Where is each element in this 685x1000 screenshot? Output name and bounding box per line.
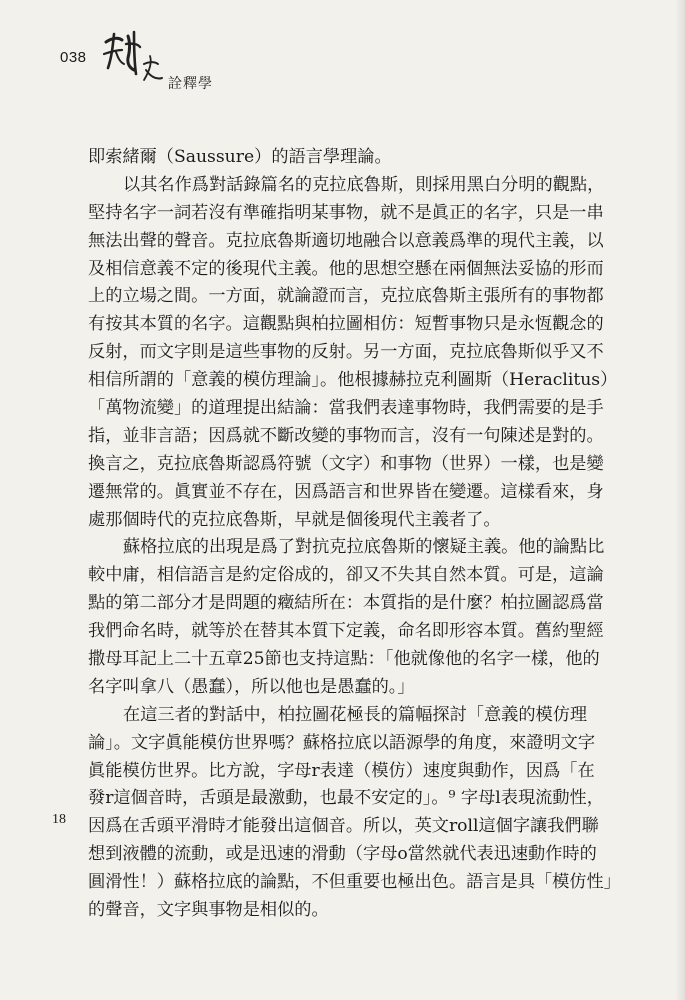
text-line: 論」。文字眞能模仿世界嗎？蘇格拉底以語源學的角度，來證明文字 — [88, 732, 596, 753]
text-line: 撒母耳記上二十五章25節也支持這點：「他就像他的名字一樣，他的 — [88, 649, 600, 670]
calligraphy-logo-icon — [98, 28, 168, 90]
text-line: 以其名作爲對話錄篇名的克拉底魯斯，則採用黑白分明的觀點， — [123, 174, 605, 195]
text-line: 眞能模仿世界。比方說，字母r表達（模仿）速度與動作，因爲「在 — [88, 760, 595, 781]
text-line: 即索緒爾（Saussure）的語言學理論。 — [88, 147, 392, 167]
text-line: 反射，而文字則是這些事物的反射。另一方面，克拉底魯斯似乎又不 — [88, 342, 604, 363]
text-line: 堅持名字一詞若沒有準確指明某事物，就不是眞正的名字，只是一串 — [88, 202, 604, 223]
text-line: 圓滑性！）蘇格拉底的論點，不但重要也極出色。語言是具「模仿性」 — [88, 872, 621, 893]
text-line: 較中庸，相信語言是約定俗成的，卻又不失其自然本質。可是，這論 — [88, 565, 604, 586]
text-line: 點的第二部分才是問題的癥結所在：本質指的是什麼？柏拉圖認爲當 — [88, 593, 604, 614]
text-line: 名字叫拿八（愚蠢），所以他也是愚蠢的。」 — [88, 676, 415, 697]
text-line: 無法出聲的聲音。克拉底魯斯適切地融合以意義爲準的現代主義，以 — [88, 230, 604, 251]
text-line: 「萬物流變」的道理提出結論：當我們表達事物時，我們需要的是手 — [88, 398, 604, 419]
body-text — [88, 144, 648, 925]
text-line: 換言之，克拉底魯斯認爲符號（文字）和事物（世界）一樣，也是變 — [88, 453, 604, 474]
text-line: 想到液體的流動，或是迅速的滑動（字母o當然就代表迅速動作時的 — [88, 844, 597, 865]
text-line: 有按其本質的名字。這觀點與柏拉圖相仿：短暫事物只是永恆觀念的 — [88, 314, 604, 335]
text-line: 處那個時代的克拉底魯斯，早就是個後現代主義者了。 — [88, 509, 501, 530]
page-edge-shadow — [675, 0, 685, 1000]
text-line: 我們命名時，就等於在替其本質下定義，命名即形容本質。舊約聖經 — [88, 621, 604, 642]
text-line: 指，並非言語；因爲就不斷改變的事物而言，沒有一句陳述是對的。 — [88, 425, 604, 446]
text-line: 上的立場之間。一方面，就論證而言，克拉底魯斯主張所有的事物都 — [88, 286, 604, 307]
text-line: 相信所謂的「意義的模仿理論」。他根據赫拉克利圖斯（Heraclitus） — [88, 370, 618, 391]
text-line: 的聲音，文字與事物是相似的。 — [88, 900, 329, 921]
text-line: 蘇格拉底的出現是爲了對抗克拉底魯斯的懷疑主義。他的論點比 — [123, 537, 605, 558]
header-subtitle: 詮釋學 — [168, 76, 213, 92]
text-line: 遷無常的。眞實並不存在，因爲語言和世界皆在變遷。這樣看來，身 — [88, 481, 604, 502]
text-line: 因爲在舌頭平滑時才能發出這個音。所以，英文roll這個字讓我們聯 — [88, 816, 599, 837]
margin-line-number: 18 — [52, 812, 66, 827]
text-line: 發r這個音時，舌頭是最激動，也最不安定的」。⁹ 字母l表現流動性， — [88, 788, 604, 809]
text-line: 及相信意義不定的後現代主義。他的思想空懸在兩個無法妥協的形而 — [88, 258, 604, 279]
page-number: 038 — [60, 49, 87, 66]
text-line: 在這三者的對話中，柏拉圖花極長的篇幅探討「意義的模仿理 — [123, 704, 588, 725]
